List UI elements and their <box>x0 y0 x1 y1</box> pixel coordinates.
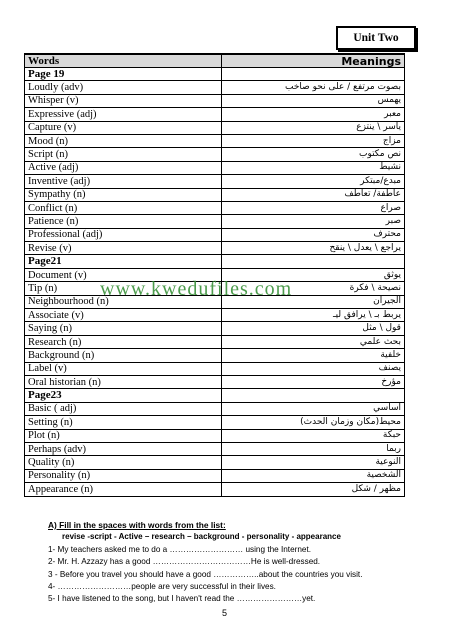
exercise-section <box>48 519 428 606</box>
meaning-cell: مظهر / شكل <box>222 483 405 496</box>
page-section-row <box>25 68 405 81</box>
meaning-cell: مبدع/مبتكر <box>222 175 405 188</box>
table-row <box>25 161 405 174</box>
word-cell: Conflict (n) <box>25 201 222 214</box>
header-meanings: Meanings <box>222 54 405 68</box>
meaning-cell: يهمس <box>222 94 405 107</box>
table-row <box>25 456 405 469</box>
table-row <box>25 429 405 442</box>
exercise-word-list: revise -script - Active – research – background - personality - appearance <box>62 532 341 542</box>
meaning-cell: مؤرخ <box>222 375 405 388</box>
page-section-label: Page23 <box>25 389 222 402</box>
table-row <box>25 108 405 121</box>
exercise-item-4: 4- ………………………people are very successful in their lives. <box>48 582 276 592</box>
meaning-cell: بحث علمي <box>222 335 405 348</box>
meaning-cell: يصنف <box>222 362 405 375</box>
word-cell: Capture (v) <box>25 121 222 134</box>
table-row <box>25 175 405 188</box>
meaning-cell: خلفية <box>222 349 405 362</box>
table-row <box>25 134 405 147</box>
meaning-cell: بصوت مرتفع / على نحو صاخب <box>222 81 405 94</box>
meaning-cell: يراجع \ يعدل \ ينقح <box>222 242 405 255</box>
word-cell: Setting (n) <box>25 416 222 429</box>
meaning-cell: أساسي <box>222 402 405 415</box>
table-row <box>25 148 405 161</box>
exercise-item-5: 5- I have listened to the song, but I haven't read the ……………………yet. <box>48 594 316 604</box>
page-section-empty-cell <box>222 68 405 81</box>
meaning-cell: الشخصية <box>222 469 405 482</box>
page-section-empty-cell <box>222 255 405 268</box>
table-row <box>25 349 405 362</box>
page-section-row <box>25 389 405 402</box>
header-words: Words <box>25 54 222 68</box>
word-cell: Oral historian (n) <box>25 375 222 388</box>
word-cell: Loudly (adv) <box>25 81 222 94</box>
meaning-cell: صبر <box>222 215 405 228</box>
word-cell: Professional (adj) <box>25 228 222 241</box>
table-row <box>25 188 405 201</box>
word-cell: Research (n) <box>25 335 222 348</box>
meaning-cell: يأسر \ ينتزع <box>222 121 405 134</box>
word-cell: Plot (n) <box>25 429 222 442</box>
meaning-cell: محترف <box>222 228 405 241</box>
table-row <box>25 81 405 94</box>
table-row <box>25 309 405 322</box>
word-cell: Personality (n) <box>25 469 222 482</box>
page-section-empty-cell <box>222 389 405 402</box>
meaning-cell: نص مكتوب <box>222 148 405 161</box>
meaning-cell: قول \ مثل <box>222 322 405 335</box>
word-cell: Appearance (n) <box>25 483 222 496</box>
table-row <box>25 201 405 214</box>
word-cell: Neighbourhood (n) <box>25 295 222 308</box>
word-cell: Revise (v) <box>25 242 222 255</box>
word-cell: Quality (n) <box>25 456 222 469</box>
meaning-cell: صراع <box>222 201 405 214</box>
table-row <box>25 215 405 228</box>
table-row <box>25 442 405 455</box>
table-row <box>25 322 405 335</box>
word-cell: Expressive (adj) <box>25 108 222 121</box>
unit-title-box: Unit Two <box>336 26 416 50</box>
table-row <box>25 483 405 496</box>
meaning-cell: عاطفة/ تعاطف <box>222 188 405 201</box>
word-cell: Document (v) <box>25 268 222 281</box>
meaning-cell: يربط بـ \ يرافق ليـ <box>222 309 405 322</box>
exercise-item-2: 2- Mr. H. Azzazy has a good ………………………………He is well-dressed. <box>48 557 321 567</box>
table-row <box>25 94 405 107</box>
exercise-title: A) Fill in the spaces with words from the list: <box>48 520 226 530</box>
word-cell: Script (n) <box>25 148 222 161</box>
meaning-cell: ربما <box>222 442 405 455</box>
word-cell: Patience (n) <box>25 215 222 228</box>
table-row <box>25 121 405 134</box>
exercise-item-3: 3 - Before you travel you should have a good ……………..about the countries you visit. <box>48 569 363 579</box>
word-cell: Perhaps (adv) <box>25 442 222 455</box>
meaning-cell: معبر <box>222 108 405 121</box>
watermark-text: www.kwedufiles.com <box>100 278 293 300</box>
meaning-cell: نشيط <box>222 161 405 174</box>
table-row <box>25 402 405 415</box>
word-cell: Sympathy (n) <box>25 188 222 201</box>
word-cell: Mood (n) <box>25 134 222 147</box>
table-row <box>25 416 405 429</box>
word-cell: Active (adj) <box>25 161 222 174</box>
page-section-label: Page21 <box>25 255 222 268</box>
exercise-item-1: 1- My teachers asked me to do a ……………………… using the Internet. <box>48 544 312 554</box>
meaning-cell: نصيحة \ فكرة <box>222 282 405 295</box>
word-cell: Whisper (v) <box>25 94 222 107</box>
meaning-cell: محيط(مكان وزمان الحدث) <box>222 416 405 429</box>
meaning-cell: حبكة <box>222 429 405 442</box>
table-row <box>25 228 405 241</box>
meaning-cell: الجيران <box>222 295 405 308</box>
table-row <box>25 362 405 375</box>
table-row <box>25 375 405 388</box>
word-cell: Inventive (adj) <box>25 175 222 188</box>
table-row <box>25 335 405 348</box>
table-row <box>25 242 405 255</box>
page-section-label: Page 19 <box>25 68 222 81</box>
word-cell: Background (n) <box>25 349 222 362</box>
meaning-cell: مزاج <box>222 134 405 147</box>
word-cell: Basic ( adj) <box>25 402 222 415</box>
page-section-row <box>25 255 405 268</box>
meaning-cell: النوعية <box>222 456 405 469</box>
page-number: 5 <box>222 608 228 618</box>
meaning-cell: يوثق <box>222 268 405 281</box>
word-cell: Label (v) <box>25 362 222 375</box>
word-cell: Associate (v) <box>25 309 222 322</box>
table-row <box>25 469 405 482</box>
word-cell: Tip (n) <box>25 282 222 295</box>
vocabulary-table <box>24 53 405 497</box>
table-header-row <box>25 54 405 68</box>
word-cell: Saying (n) <box>25 322 222 335</box>
